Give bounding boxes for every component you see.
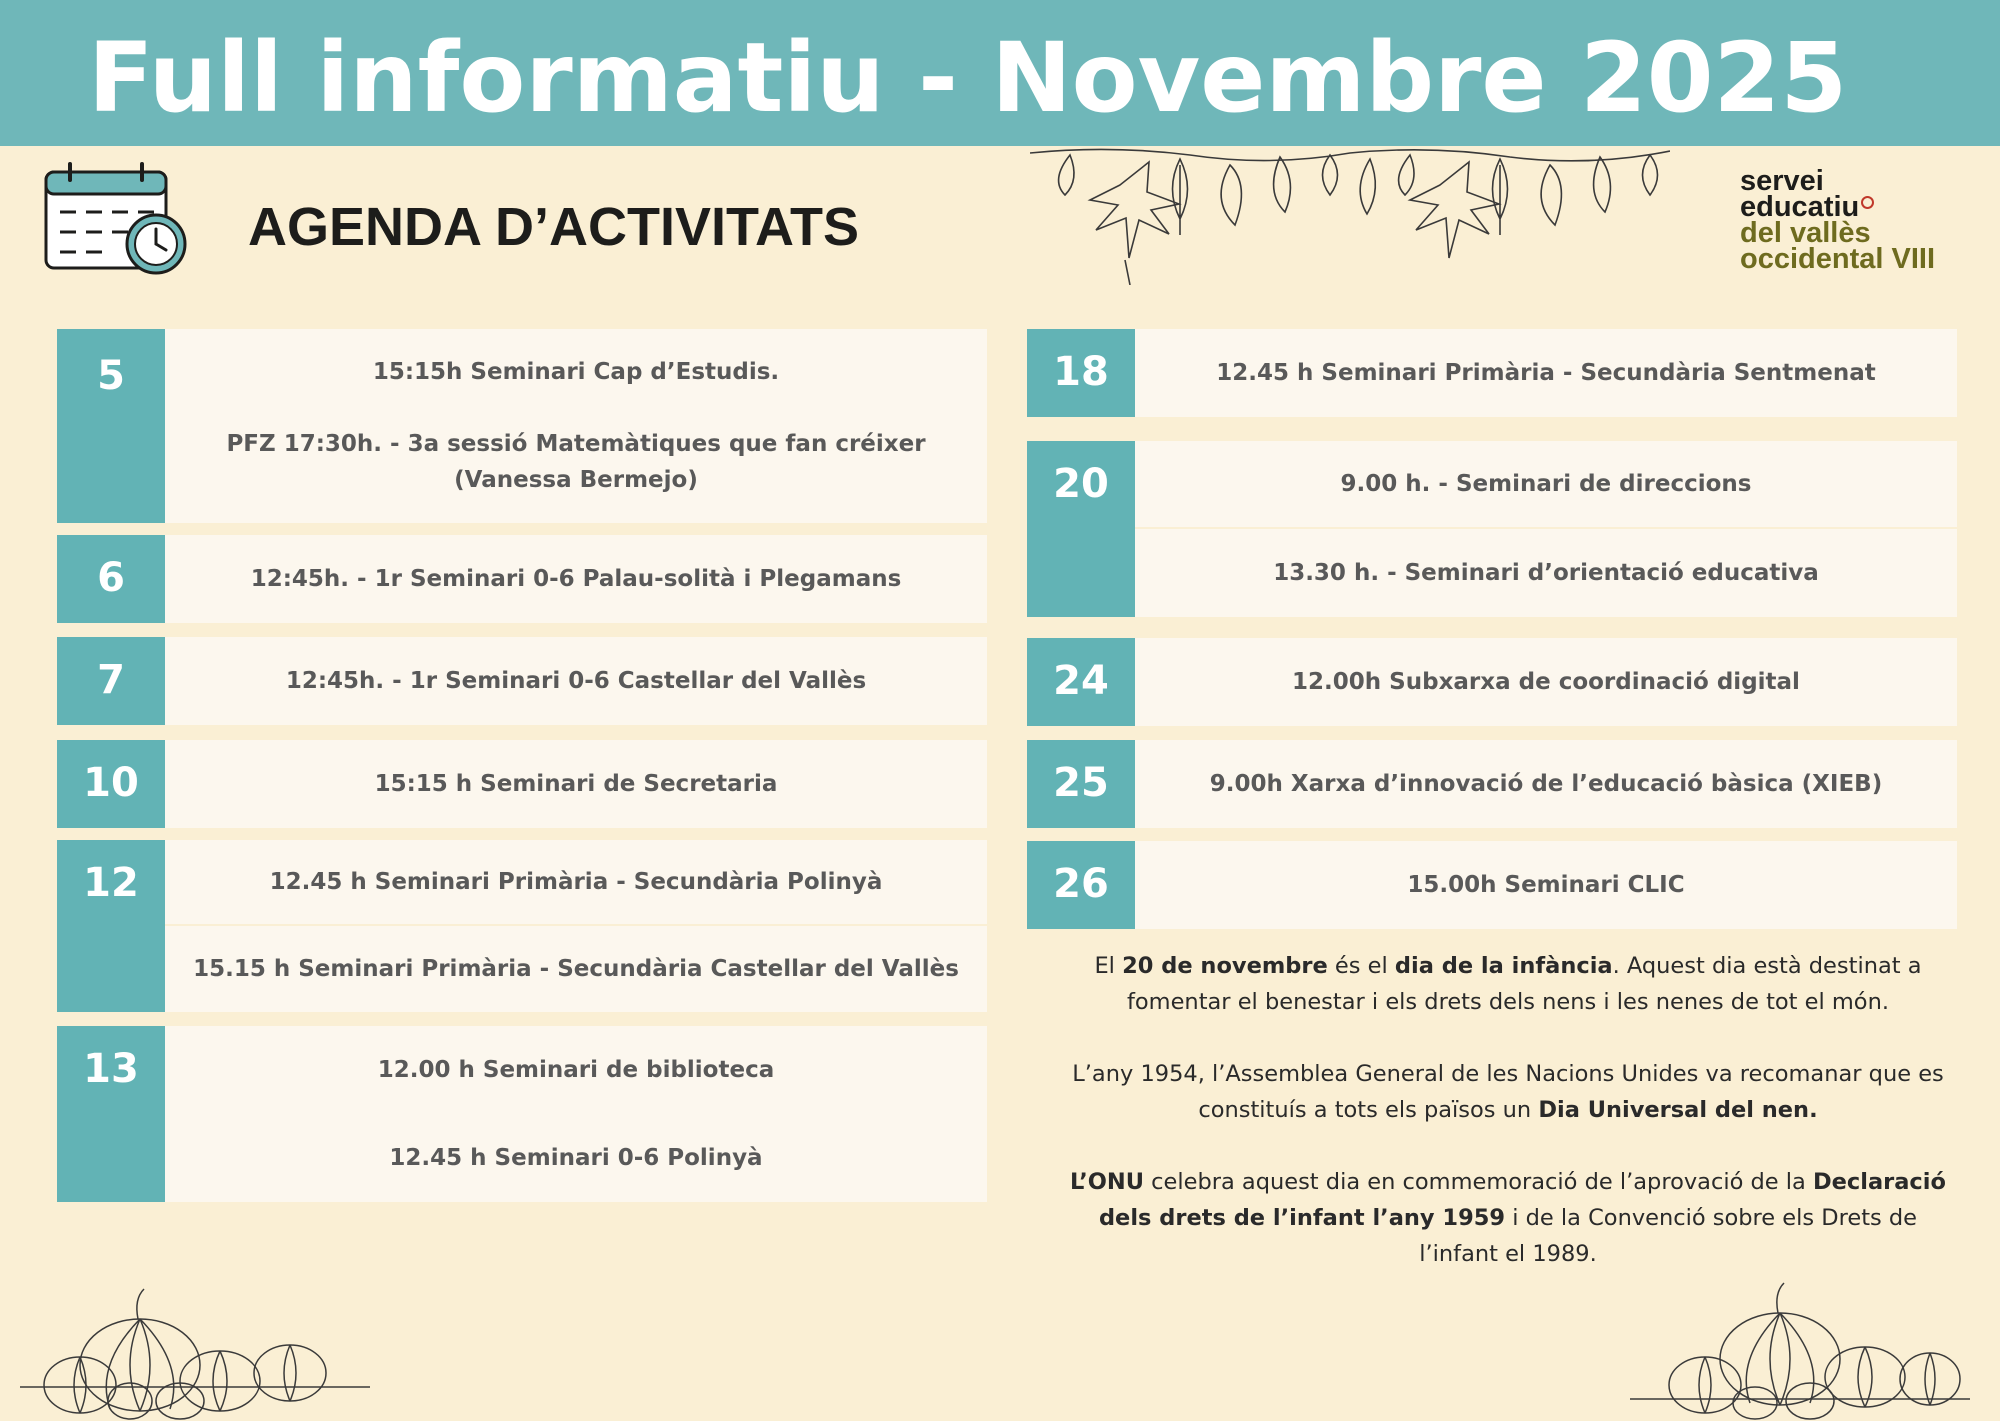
logo-line-2: educatiu bbox=[1740, 191, 1860, 223]
logo-line-4: occidental VIII bbox=[1740, 243, 1935, 275]
text: celebra aquest dia en commemoració de l’aprovació de la bbox=[1143, 1169, 1813, 1195]
event-text: PFZ 17:30h. - 3a sessió Matemàtiques que fan créixer bbox=[226, 431, 926, 457]
page-title: Full informatiu - Novembre 2025 bbox=[88, 22, 1848, 134]
logo-dot-icon bbox=[1861, 196, 1874, 209]
text: i de la Convenció sobre els Drets de l’infant el 1989. bbox=[1419, 1205, 1918, 1267]
event-text: 12.00 h Seminari de biblioteca bbox=[377, 1057, 775, 1083]
agenda-row bbox=[165, 637, 987, 725]
day-number: 7 bbox=[57, 637, 165, 725]
event-text: (Vanessa Bermejo) bbox=[454, 467, 698, 493]
pumpkins-decoration bbox=[20, 1275, 370, 1421]
event-text: 12:45h. - 1r Seminari 0-6 Palau-solità i Plegamans bbox=[250, 566, 902, 592]
agenda-row bbox=[165, 329, 987, 523]
agenda-row bbox=[1135, 441, 1957, 527]
calendar-clock-icon bbox=[42, 162, 192, 280]
event-text: 12.45 h Seminari 0-6 Polinyà bbox=[389, 1145, 763, 1171]
agenda-day-10 bbox=[57, 740, 987, 828]
day-number: 26 bbox=[1027, 841, 1135, 929]
event-text: 12.45 h Seminari Primària - Secundària Sentmenat bbox=[1216, 360, 1876, 386]
organization-logo bbox=[1740, 165, 1935, 275]
pumpkins-decoration bbox=[1630, 1275, 1970, 1421]
agenda-row bbox=[1135, 529, 1957, 617]
day-number: 12 bbox=[57, 840, 165, 1012]
agenda-row bbox=[1135, 638, 1957, 726]
event-text: 15:15h Seminari Cap d’Estudis. bbox=[372, 359, 780, 385]
agenda-day-7 bbox=[57, 637, 987, 725]
info-paragraph bbox=[1068, 1056, 1948, 1128]
day-number: 25 bbox=[1027, 740, 1135, 828]
event-text: 12.00h Subxarxa de coordinació digital bbox=[1292, 669, 1800, 695]
info-text bbox=[1068, 948, 1948, 1308]
header-banner bbox=[0, 0, 2000, 146]
agenda-day-13 bbox=[57, 1026, 987, 1202]
day-number: 13 bbox=[57, 1026, 165, 1202]
text: . Aquest dia està destinat a fomentar el benestar i els drets dels nens i les nenes de tot el món. bbox=[1126, 953, 1922, 1015]
agenda-day-25 bbox=[1027, 740, 1957, 828]
day-number: 10 bbox=[57, 740, 165, 828]
text: El bbox=[1094, 953, 1123, 979]
agenda-row bbox=[165, 1114, 987, 1202]
event-text: 15:15 h Seminari de Secretaria bbox=[374, 771, 778, 797]
event-text: 12.45 h Seminari Primària - Secundària Polinyà bbox=[269, 869, 883, 895]
agenda-day-12 bbox=[57, 840, 987, 1012]
agenda-row bbox=[165, 740, 987, 828]
event-text: 13.30 h. - Seminari d’orientació educativa bbox=[1273, 560, 1819, 586]
autumn-leaves-decoration bbox=[1030, 145, 1670, 285]
day-number: 20 bbox=[1027, 441, 1135, 617]
day-number: 5 bbox=[57, 329, 165, 523]
event-text: 9.00h Xarxa d’innovació de l’educació bàsica (XIEB) bbox=[1209, 771, 1883, 797]
emphasis: Declaració dels drets de l’infant l’any 1959 bbox=[1098, 1169, 1946, 1231]
emphasis: L’ONU bbox=[1070, 1169, 1144, 1195]
logo-line-3: del vallès bbox=[1740, 217, 1871, 249]
agenda-day-24 bbox=[1027, 638, 1957, 726]
text: és el bbox=[1327, 953, 1395, 979]
event-text: 15.00h Seminari CLIC bbox=[1407, 872, 1685, 898]
event-text: 9.00 h. - Seminari de direccions bbox=[1340, 471, 1752, 497]
event-text: 12:45h. - 1r Seminari 0-6 Castellar del Vallès bbox=[285, 668, 867, 694]
logo-line-1: servei bbox=[1740, 165, 1824, 197]
agenda-row bbox=[1135, 841, 1957, 929]
agenda-day-26 bbox=[1027, 841, 1957, 929]
day-number: 24 bbox=[1027, 638, 1135, 726]
agenda-day-5 bbox=[57, 329, 987, 523]
agenda-row bbox=[165, 535, 987, 623]
day-number: 6 bbox=[57, 535, 165, 623]
emphasis: 20 de novembre bbox=[1122, 953, 1328, 979]
emphasis: dia de la infància bbox=[1394, 953, 1613, 979]
info-paragraph bbox=[1068, 948, 1948, 1020]
agenda-day-20 bbox=[1027, 441, 1957, 617]
agenda-day-18 bbox=[1027, 329, 1957, 417]
event-text: 15.15 h Seminari Primària - Secundària Castellar del Vallès bbox=[193, 956, 959, 982]
agenda-row bbox=[1135, 740, 1957, 828]
agenda-row bbox=[1135, 329, 1957, 417]
agenda-row bbox=[165, 840, 987, 924]
agenda-row bbox=[165, 926, 987, 1012]
info-paragraph bbox=[1068, 1164, 1948, 1272]
agenda-day-6 bbox=[57, 535, 987, 623]
agenda-title: AGENDA D’ACTIVITATS bbox=[248, 197, 859, 257]
day-number: 18 bbox=[1027, 329, 1135, 417]
emphasis: Dia Universal del nen. bbox=[1538, 1097, 1818, 1123]
text: L’any 1954, l’Assemblea General de les Nacions Unides va recomanar que es constituís a tots els països un bbox=[1072, 1061, 1944, 1123]
agenda-row bbox=[165, 1026, 987, 1114]
